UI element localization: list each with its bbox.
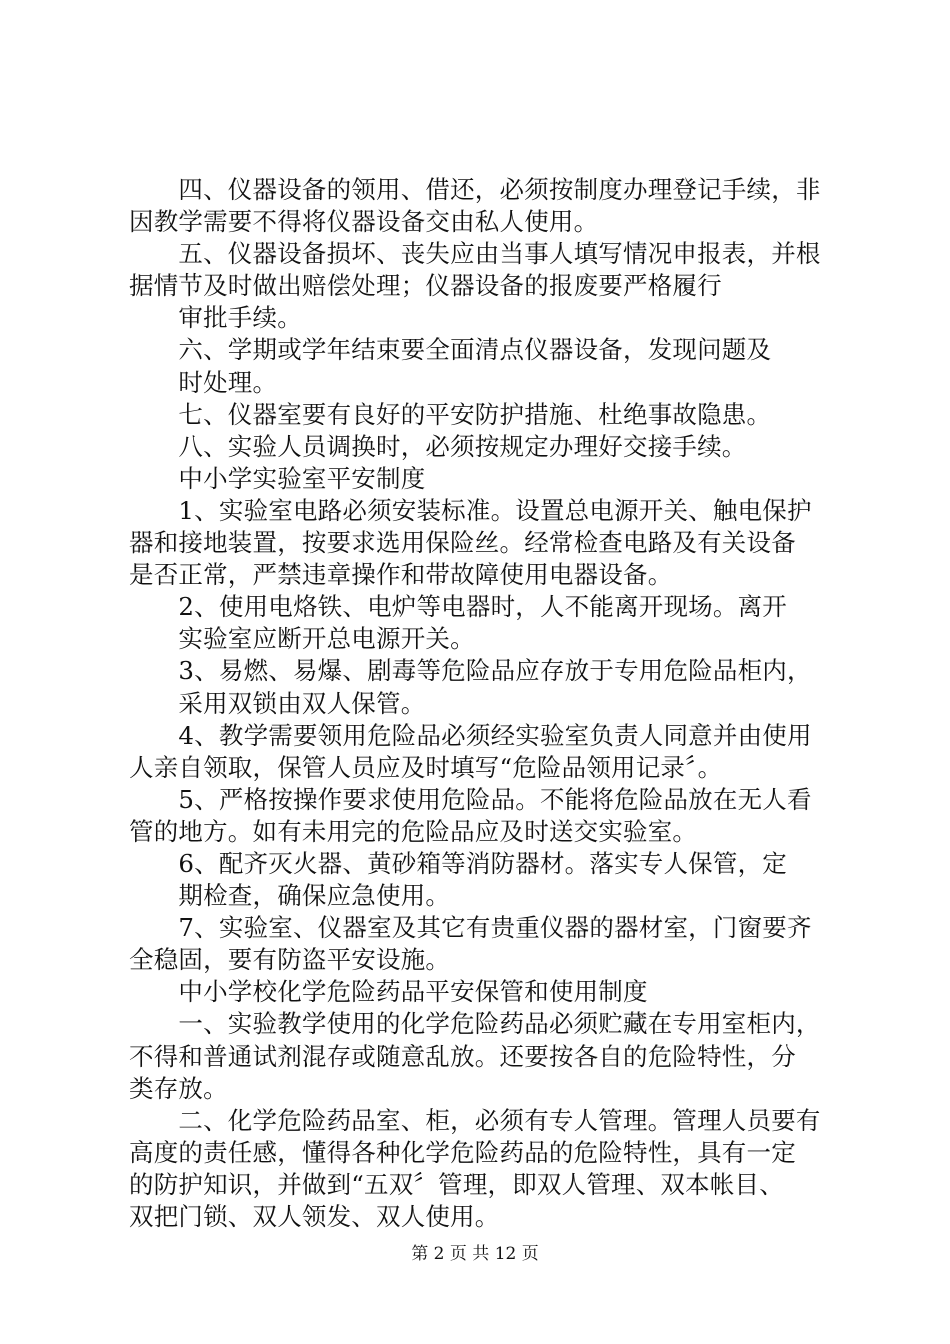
body-line: 全稳固，要有防盗平安设施。 <box>129 945 451 975</box>
body-line: 七、仪器室要有良好的平安防护措施、杜绝事故隐患。 <box>129 399 772 429</box>
body-line: 审批手续。 <box>129 303 302 333</box>
body-line: 4、教学需要领用危险品必须经实验室负责人同意并由使用 <box>129 720 812 750</box>
body-line: 管的地方。如有未用完的危险品应及时送交实验室。 <box>129 816 698 846</box>
page-number-footer: 第 2 页 共 12 页 <box>411 1244 539 1264</box>
body-line: 7、实验室、仪器室及其它有贵重仪器的器材室，门窗要齐 <box>129 913 812 943</box>
body-line: 实验室应断开总电源开关。 <box>129 624 475 654</box>
body-line: 因教学需要不得将仪器设备交由私人使用。 <box>129 207 599 237</box>
body-line: 高度的责任感，懂得各种化学危险药品的危险特性，具有一定 <box>129 1137 796 1167</box>
section-heading: 中小学校化学危险药品平安保管和使用制度 <box>129 977 648 1007</box>
body-line: 6、配齐灭火器、黄砂箱等消防器材。落实专人保管，定 <box>129 848 787 878</box>
body-line: 5、严格按操作要求使用危险品。不能将危险品放在无人看 <box>129 784 812 814</box>
body-line: 四、仪器设备的领用、借还，必须按制度办理登记手续，非 <box>129 175 821 204</box>
body-line: 据情节及时做出赔偿处理；仪器设备的报废要严格履行 <box>129 271 722 301</box>
body-line: 器和接地装置，按要求选用保险丝。经常检查电路及有关设备 <box>129 528 796 558</box>
section-heading: 中小学实验室平安制度 <box>129 463 426 493</box>
body-line: 2、使用电烙铁、电炉等电器时，人不能离开现场。离开 <box>129 592 787 622</box>
body-line: 1、实验室电路必须安装标准。设置总电源开关、触电保护 <box>129 495 812 525</box>
body-line: 六、学期或学年结束要全面清点仪器设备，发现问题及 <box>129 335 772 365</box>
body-line: 类存放。 <box>129 1073 228 1103</box>
body-line: 人亲自领取，保管人员应及时填写“危险品领用记录〞。 <box>129 752 723 782</box>
body-line: 采用双锁由双人保管。 <box>129 688 426 718</box>
body-line: 不得和普通试剂混存或随意乱放。还要按各自的危险特性，分 <box>129 1041 796 1071</box>
body-line: 一、实验教学使用的化学危险药品必须贮藏在专用室柜内， <box>129 1009 821 1039</box>
body-line: 的防护知识，并做到“五双〞管理，即双人管理、双本帐目、 <box>129 1169 784 1199</box>
body-line: 五、仪器设备损坏、丧失应由当事人填写情况申报表，并根 <box>129 239 821 269</box>
body-line: 双把门锁、双人领发、双人使用。 <box>129 1202 500 1231</box>
body-line: 时处理。 <box>129 367 278 397</box>
body-line: 二、化学危险药品室、柜，必须有专人管理。管理人员要有 <box>129 1105 821 1135</box>
body-line: 3、易燃、易爆、剧毒等危险品应存放于专用危险品柜内， <box>129 656 812 686</box>
body-line: 期检查，确保应急使用。 <box>129 881 451 911</box>
body-line: 是否正常，严禁违章操作和带故障使用电器设备。 <box>129 560 673 590</box>
body-line: 八、实验人员调换时，必须按规定办理好交接手续。 <box>129 431 747 461</box>
document-body <box>129 174 834 1233</box>
